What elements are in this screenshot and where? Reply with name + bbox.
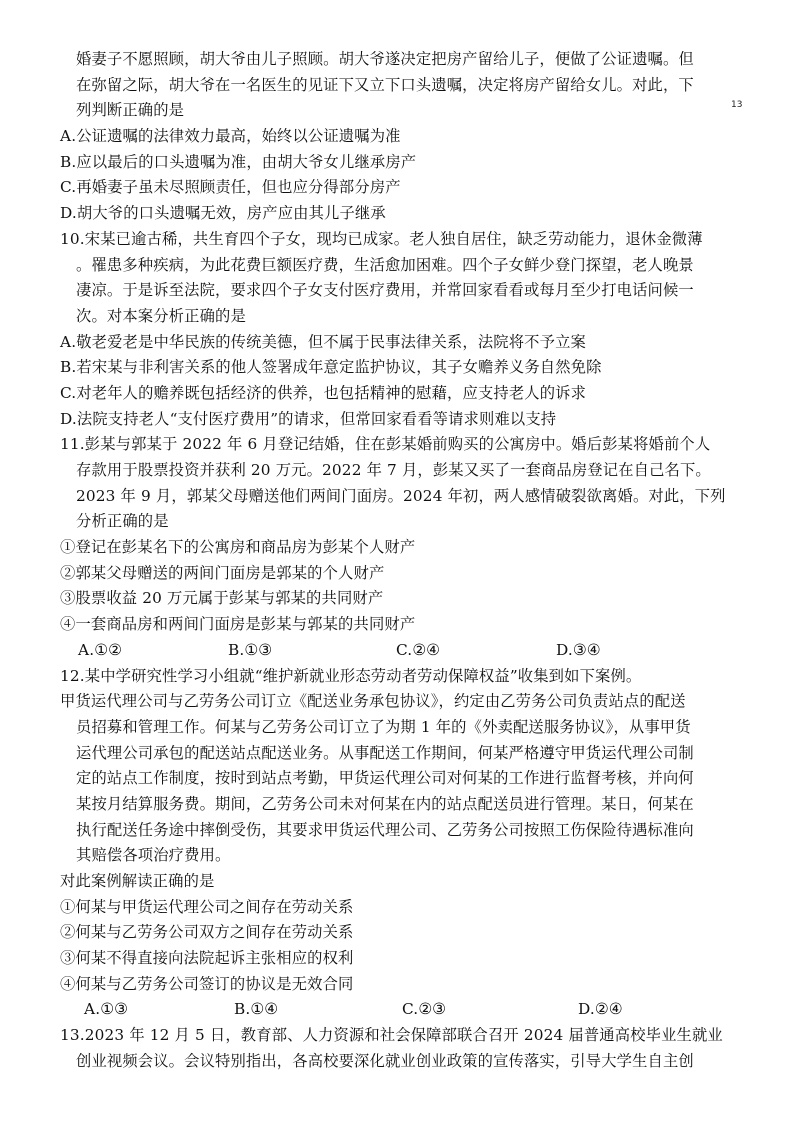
q12-case-line-2: 员招募和管理工作。何某与乙劳务公司订立了为期 1 年的《外卖配送服务协议》，从事甲货	[76, 717, 691, 736]
q10-stem-line-1: 10.宋某已逾古稀，共生育四个子女，现均已成家。老人独自居住，缺乏劳动能力，退休金微薄	[60, 229, 703, 248]
q11-stem-line-2: 存款用于股票投资并获利 20 万元。2022 年 7 月，彭某又买了一套商品房登记在自己名下。	[76, 461, 711, 479]
q10-stem-line-3: 凄凉。于是诉至法院，要求四个子女支付医疗费用，并常回家看看或每月至少打电话问候一	[76, 281, 694, 300]
q11-statement-3: ③股票收益 20 万元属于彭某与郭某的共同财产	[60, 589, 384, 608]
q9-option-a: A.公证遗嘱的法律效力最高，始终以公证遗嘱为准	[60, 127, 401, 146]
q12-case-line-7: 其赔偿各项治疗费用。	[76, 846, 231, 865]
q12-option-c: C.②③	[402, 1000, 447, 1019]
q11-option-c: C.②④	[396, 640, 441, 659]
q10-option-d: D.法院支持老人“支付医疗费用”的请求，但常回家看看等请求则难以支持	[60, 409, 557, 428]
q12-case-line-4: 定的站点工作制度，按时到站点考勤，甲货运代理公司对何某的工作进行监督考核，并向何	[76, 769, 694, 788]
q12-statement-1: ①何某与甲货运代理公司之间存在劳动关系	[60, 897, 354, 916]
q12-case-line-6: 执行配送任务途中摔倒受伤，其要求甲货运代理公司、乙劳务公司按照工伤保险待遇标准向	[76, 820, 694, 839]
q9-stem-line-3: 列判断正确的是	[76, 101, 185, 120]
q13-stem-line-1: 13.2023 年 12 月 5 日，教育部、人力资源和社会保障部联合召开 2024 届普通高校毕业生就业	[60, 1026, 723, 1045]
q10-option-c: C.对老年人的赡养既包括经济的供养，也包括精神的慰藉，应支持老人的诉求	[60, 383, 587, 402]
q10-stem-line-2: 。罹患多种疾病，为此花费巨额医疗费，生活愈加困难。四个子女鲜少登门探望，老人晚景	[76, 255, 694, 274]
q11-stem-line-4: 分析正确的是	[76, 512, 169, 531]
q11-statement-2: ②郭某父母赠送的两间门面房是郭某的个人财产	[60, 563, 385, 582]
q12-option-b: B.①④	[234, 1000, 279, 1019]
q10-option-b: B.若宋某与非利害关系的他人签署成年意定监护协议，其子女赡养义务自然免除	[60, 358, 602, 377]
q9-option-c: C.再婚妻子虽未尽照顾责任，但也应分得部分房产	[60, 178, 401, 197]
q12-stem-line-1: 12.某中学研究性学习小组就“维护新就业形态劳动者劳动保障权益”收集到如下案例。	[60, 666, 642, 685]
q12-option-d: D.②④	[578, 1000, 623, 1019]
q11-statement-1: ①登记在彭某名下的公寓房和商品房为彭某个人财产	[60, 538, 416, 557]
q11-stem-line-3: 2023 年 9 月，郭某父母赠送他们两间门面房。2024 年初，两人感情破裂欲离婚。对此，下列	[76, 486, 726, 505]
q11-statement-4: ④一套商品房和两间门面房是彭某与郭某的共同财产	[60, 615, 416, 634]
exam-page-content	[60, 47, 742, 1075]
q10-option-a: A.敬老爱老是中华民族的传统美德，但不属于民事法律关系，法院将不予立案	[60, 332, 586, 351]
q9-option-b: B.应以最后的口头遗嘱为准，由胡大爷女儿继承房产	[60, 152, 417, 171]
q12-option-a: A.①③	[84, 1000, 128, 1019]
q11-option-a: A.①②	[78, 640, 122, 659]
q12-options-row	[60, 997, 742, 1023]
q9-stem-line-1: 婚妻子不愿照顾，胡大爷由儿子照顾。胡大爷遂决定把房产留给儿子，便做了公证遗嘱。但	[76, 50, 694, 68]
q12-statement-3: ③何某不得直接向法院起诉主张相应的权利	[60, 949, 354, 968]
q11-option-d: D.③④	[556, 640, 601, 659]
q12-case-line-3: 运代理公司承包的配送站点配送业务。从事配送工作期间，何某严格遵守甲货运代理公司制	[76, 743, 694, 762]
q9-stem-line-2: 在弥留之际，胡大爷在一名医生的见证下又立下口头遗嘱，决定将房产留给女儿。对此，下	[76, 75, 694, 94]
q12-question: 对此案例解读正确的是	[60, 872, 215, 890]
q11-option-b: B.①③	[228, 640, 273, 659]
q12-case-line-1: 甲货运代理公司与乙劳务公司订立《配送业务承包协议》，约定由乙劳务公司负责站点的配送	[60, 692, 686, 711]
q13-stem-line-2: 创业视频会议。会议特别指出，各高校要深化就业创业政策的宣传落实，引导大学生自主创	[76, 1051, 694, 1070]
page-number: 13	[731, 100, 743, 110]
q11-stem-line-1: 11.彭某与郭某于 2022 年 6 月登记结婚，住在彭某婚前购买的公寓房中。婚后彭某将婚前个人	[60, 435, 711, 454]
q10-stem-line-4: 次。对本案分析正确的是	[76, 306, 246, 325]
q9-option-d: D.胡大爷的口头遗嘱无效，房产应由其儿子继承	[60, 204, 386, 223]
q12-statement-2: ②何某与乙劳务公司双方之间存在劳动关系	[60, 923, 354, 942]
q12-case-line-5: 某按月结算服务费。期间，乙劳务公司未对何某在内的站点配送员进行管理。某日，何某在	[76, 794, 694, 813]
q11-options-row	[60, 638, 742, 664]
q12-statement-4: ④何某与乙劳务公司签订的协议是无效合同	[60, 974, 354, 993]
